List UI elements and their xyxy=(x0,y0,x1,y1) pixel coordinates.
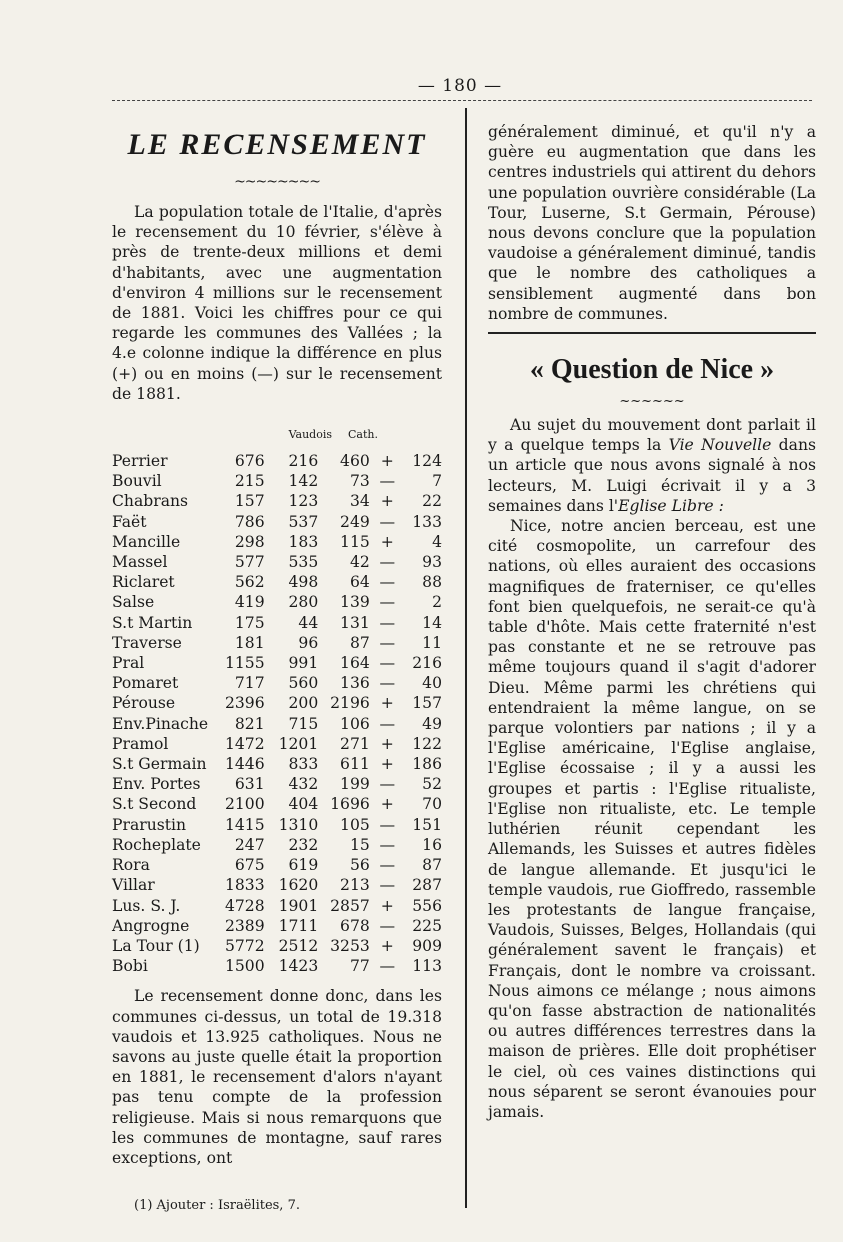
commune-name: Rora xyxy=(112,856,150,875)
difference-cell: 556 xyxy=(412,896,442,915)
cath-cell: 15 xyxy=(349,835,370,854)
difference-cell: 11 xyxy=(422,633,442,652)
commune-name: Traverse xyxy=(112,633,182,652)
section-separator xyxy=(488,332,816,334)
table-row xyxy=(112,572,442,592)
cath-cell: 87 xyxy=(349,633,370,652)
sign-cell: — xyxy=(379,835,396,854)
sign-cell: — xyxy=(379,856,396,875)
total-cell: 1446 xyxy=(224,755,265,774)
commune-name: Bouvil xyxy=(112,472,162,491)
difference-cell: 124 xyxy=(412,452,442,471)
commune-name: Mancille xyxy=(112,532,181,551)
sign-cell: — xyxy=(379,916,396,935)
sign-cell: — xyxy=(379,654,396,673)
difference-cell: 70 xyxy=(422,795,442,814)
difference-cell: 225 xyxy=(412,916,442,935)
table-row xyxy=(112,532,442,552)
sign-cell: + xyxy=(380,734,394,753)
vaudois-cell: 560 xyxy=(288,674,319,693)
table-row xyxy=(112,613,442,633)
section-title: « Question de Nice » xyxy=(529,354,775,386)
footnote: (1) Ajouter : Israëlites, 7. xyxy=(134,1198,300,1214)
table-row xyxy=(112,512,442,532)
difference-cell: 113 xyxy=(412,957,442,976)
commune-name: Angrogne xyxy=(112,916,190,935)
vaudois-cell: 991 xyxy=(288,654,319,673)
sign-cell: — xyxy=(379,957,396,976)
vaudois-cell: 232 xyxy=(288,835,319,854)
conclusion-paragraph: Le recensement donne donc, dans les communes ci-dessus, un total de 19.318 vaudois et 13.925 catholiques. Nous ne savons au juste quelle était la proportion en 1881, le recensement d'alors n'ayant pas tenu compte de la profession religieuse. Mais si nous remarquons que les communes de montagne, sauf rares exceptions, ont xyxy=(112,987,442,1167)
table-row xyxy=(112,592,442,612)
sign-cell: — xyxy=(379,876,396,895)
article-title: LE RECENSEMENT xyxy=(127,128,427,161)
commune-name: Riclaret xyxy=(112,573,175,592)
cath-cell: 139 xyxy=(340,593,370,612)
difference-cell: 16 xyxy=(422,835,442,854)
cath-cell: 213 xyxy=(340,876,370,895)
total-cell: 786 xyxy=(234,512,265,531)
vaudois-cell: 96 xyxy=(298,633,319,652)
commune-name: Env.Pinache xyxy=(112,714,209,733)
commune-name: Massel xyxy=(112,553,168,572)
total-cell: 577 xyxy=(234,553,265,572)
total-cell: 1472 xyxy=(224,734,265,753)
title-ornament: ~~~~~~~~ xyxy=(234,174,320,190)
vaudois-cell: 715 xyxy=(288,714,319,733)
table-row xyxy=(112,875,442,895)
table-row xyxy=(112,855,442,875)
sign-cell: — xyxy=(379,815,396,834)
sign-cell: + xyxy=(380,936,394,955)
vaudois-cell: 535 xyxy=(288,553,319,572)
difference-cell: 157 xyxy=(412,694,442,713)
vaudois-cell: 833 xyxy=(288,755,319,774)
table-row xyxy=(112,451,442,471)
table-row xyxy=(112,633,442,653)
census-table xyxy=(112,451,442,976)
cath-cell: 115 xyxy=(340,532,370,551)
commune-name: La Tour (1) xyxy=(112,936,200,955)
vaudois-cell: 123 xyxy=(288,492,319,511)
commune-name: Bobi xyxy=(112,957,148,976)
total-cell: 1415 xyxy=(224,815,265,834)
table-row xyxy=(112,693,442,713)
commune-name: S.t Germain xyxy=(112,755,207,774)
commune-name: Rocheplate xyxy=(112,835,201,854)
cath-cell: 2857 xyxy=(330,896,370,915)
total-cell: 157 xyxy=(234,492,265,511)
vaudois-cell: 280 xyxy=(288,593,319,612)
commune-name: Lus. S. J. xyxy=(112,896,181,915)
total-cell: 2396 xyxy=(224,694,265,713)
sign-cell: + xyxy=(380,452,394,471)
section-ornament: ~~~~~~ xyxy=(619,394,685,410)
vaudois-cell: 537 xyxy=(288,512,319,531)
difference-cell: 122 xyxy=(412,734,442,753)
total-cell: 675 xyxy=(234,856,265,875)
difference-cell: 93 xyxy=(422,553,442,572)
difference-cell: 7 xyxy=(432,472,442,491)
sign-cell: + xyxy=(380,795,394,814)
sign-cell: + xyxy=(380,492,394,511)
page-number: — 180 — xyxy=(417,76,503,96)
p1-text-b: dans un article que nous avons signalé à nos lecteurs, M. Luigi écrivait il y a 3 semaines dans l' xyxy=(488,436,816,515)
commune-name: Pomaret xyxy=(112,674,179,693)
cath-cell: 34 xyxy=(349,492,370,511)
total-cell: 2389 xyxy=(224,916,265,935)
difference-cell: 14 xyxy=(422,613,442,632)
column-divider xyxy=(465,108,467,1208)
nice-paragraph-2: Nice, notre ancien berceau, est une cité cosmopolite, un carrefour des nations, où elles auraient des occasions magnifiques de fraterniser, ce qu'elles font bien quelquefois, ne serait-ce qu'à table d'hôte. Mais cette fraternité n'est pas constante et ne se retrouve pas même toujours quand il s'agit d'adorer Dieu. Même parmi les chrétiens qui entendraient la même langue, on se parque volontiers par nations ; il y a l'Eglise américaine, l'Eglise anglaise, l'Eglise écossaise ; il y a aussi les groupes et partis : l'Eglise ritualiste, l'Eglise non ritualiste, etc. Le temple luthérien réunit cependant les Allemands, les Suisses et autres fidèles de langue allemande. Et jusqu'ici le temple vaudois, rue Gioffredo, rassemble les protestants de langue française, Vaudois, Suisses, Belges, Hollandais (qui généralement savent le français) et Français, dont le nombre va croissant. Nous aimons ce mélange ; nous aimons qu'on fasse abstraction de nationalités ou autres différences terrestres dans la maison de prières. Elle doit prophétiser le ciel, où ces vaines distinctions qui nous séparent se seront évanouies pour jamais. xyxy=(488,517,816,1121)
vaudois-cell: 498 xyxy=(288,573,319,592)
p1-vie-nouvelle: Vie Nouvelle xyxy=(668,436,772,455)
commune-name: Perrier xyxy=(112,452,168,471)
difference-cell: 40 xyxy=(422,674,442,693)
cath-cell: 64 xyxy=(349,573,370,592)
vaudois-cell: 1711 xyxy=(278,916,319,935)
sign-cell: — xyxy=(379,714,396,733)
cath-cell: 77 xyxy=(349,957,370,976)
vaudois-cell: 200 xyxy=(288,694,319,713)
commune-name: Pramol xyxy=(112,734,169,753)
difference-cell: 186 xyxy=(412,755,442,774)
cath-cell: 106 xyxy=(340,714,370,733)
table-row xyxy=(112,815,442,835)
commune-name: Pral xyxy=(112,654,145,673)
difference-cell: 49 xyxy=(422,714,442,733)
total-cell: 175 xyxy=(234,613,265,632)
total-cell: 1155 xyxy=(224,654,265,673)
difference-cell: 22 xyxy=(422,492,442,511)
total-cell: 5772 xyxy=(224,936,265,955)
difference-cell: 4 xyxy=(432,532,442,551)
sign-cell: + xyxy=(380,896,394,915)
total-cell: 631 xyxy=(234,775,265,794)
p1-eglise-libre: Eglise Libre : xyxy=(618,496,724,515)
cath-cell: 105 xyxy=(340,815,370,834)
vaudois-cell: 619 xyxy=(288,856,319,875)
sign-cell: — xyxy=(379,593,396,612)
total-cell: 2100 xyxy=(224,795,265,814)
vaudois-cell: 404 xyxy=(288,795,319,814)
table-row xyxy=(112,673,442,693)
left-column xyxy=(112,120,442,1213)
table-row xyxy=(112,714,442,734)
nice-paragraph-1 xyxy=(488,415,816,516)
vaudois-cell: 44 xyxy=(298,613,319,632)
total-cell: 419 xyxy=(234,593,265,612)
cath-cell: 199 xyxy=(340,775,370,794)
cath-cell: 1696 xyxy=(330,795,370,814)
difference-cell: 151 xyxy=(412,815,442,834)
header-vaudois: Vaudois xyxy=(288,428,332,442)
total-cell: 562 xyxy=(234,573,265,592)
cath-cell: 164 xyxy=(340,654,370,673)
header-cath: Cath. xyxy=(348,428,378,442)
table-row xyxy=(112,491,442,511)
commune-name: Salse xyxy=(112,593,155,612)
sign-cell: — xyxy=(379,775,396,794)
commune-name: Pérouse xyxy=(112,694,176,713)
commune-name: S.t Martin xyxy=(112,613,193,632)
table-row xyxy=(112,916,442,936)
cath-cell: 678 xyxy=(340,916,370,935)
commune-name: Prarustin xyxy=(112,815,187,834)
vaudois-cell: 1310 xyxy=(278,815,319,834)
vaudois-cell: 1201 xyxy=(278,734,319,753)
table-row xyxy=(112,835,442,855)
table-row xyxy=(112,552,442,572)
table-row xyxy=(112,896,442,916)
top-rule xyxy=(112,100,812,101)
total-cell: 1833 xyxy=(224,876,265,895)
cath-cell: 136 xyxy=(340,674,370,693)
total-cell: 676 xyxy=(234,452,265,471)
commune-name: Faët xyxy=(112,512,147,531)
vaudois-cell: 183 xyxy=(288,532,319,551)
table-row xyxy=(112,734,442,754)
p1-text-a: Au sujet du mouvement dont parlait il y a quelque temps la xyxy=(488,416,816,455)
vaudois-cell: 216 xyxy=(288,452,319,471)
total-cell: 247 xyxy=(234,835,265,854)
intro-paragraph: La population totale de l'Italie, d'après le recensement du 10 février, s'élève à près de trente-deux millions et demi d'habitants, avec une augmentation d'environ 4 millions sur le recensement de 1881. Voici les chiffres pour ce qui regarde les communes des Vallées ; la 4.e colonne indique la différence en plus (+) ou en moins (—) sur le recensement de 1881. xyxy=(112,203,442,403)
sign-cell: + xyxy=(380,755,394,774)
sign-cell: — xyxy=(379,674,396,693)
sign-cell: — xyxy=(379,633,396,652)
vaudois-cell: 1901 xyxy=(278,896,319,915)
vaudois-cell: 2512 xyxy=(278,936,319,955)
total-cell: 821 xyxy=(234,714,265,733)
table-row xyxy=(112,774,442,794)
total-cell: 717 xyxy=(234,674,265,693)
vaudois-cell: 142 xyxy=(288,472,319,491)
table-row xyxy=(112,754,442,774)
difference-cell: 216 xyxy=(412,654,442,673)
sign-cell: — xyxy=(379,553,396,572)
sign-cell: + xyxy=(380,532,394,551)
total-cell: 181 xyxy=(234,633,265,652)
difference-cell: 52 xyxy=(422,775,442,794)
difference-cell: 909 xyxy=(412,936,442,955)
total-cell: 4728 xyxy=(224,896,265,915)
sign-cell: + xyxy=(380,694,394,713)
difference-cell: 2 xyxy=(432,593,442,612)
vaudois-cell: 1620 xyxy=(278,876,319,895)
cath-cell: 42 xyxy=(349,553,370,572)
commune-name: Chabrans xyxy=(112,492,189,511)
commune-name: Env. Portes xyxy=(112,775,201,794)
cath-cell: 271 xyxy=(340,734,370,753)
cath-cell: 249 xyxy=(340,512,370,531)
table-header xyxy=(112,428,442,441)
total-cell: 215 xyxy=(234,472,265,491)
sign-cell: — xyxy=(379,472,396,491)
commune-name: Villar xyxy=(112,876,155,895)
difference-cell: 287 xyxy=(412,876,442,895)
table-row xyxy=(112,956,442,976)
table-row xyxy=(112,471,442,491)
cath-cell: 73 xyxy=(349,472,370,491)
table-row xyxy=(112,653,442,673)
cath-cell: 56 xyxy=(349,856,370,875)
sign-cell: — xyxy=(379,613,396,632)
commune-name: S.t Second xyxy=(112,795,197,814)
difference-cell: 88 xyxy=(422,573,442,592)
cath-cell: 611 xyxy=(340,755,370,774)
vaudois-cell: 1423 xyxy=(278,957,319,976)
cath-cell: 131 xyxy=(340,613,370,632)
table-row xyxy=(112,794,442,814)
table-row xyxy=(112,936,442,956)
cath-cell: 460 xyxy=(340,452,370,471)
cath-cell: 3253 xyxy=(330,936,370,955)
sign-cell: — xyxy=(379,512,396,531)
cath-cell: 2196 xyxy=(330,694,370,713)
total-cell: 1500 xyxy=(224,957,265,976)
vaudois-cell: 432 xyxy=(288,775,319,794)
right-column xyxy=(488,122,816,1122)
difference-cell: 133 xyxy=(412,512,442,531)
total-cell: 298 xyxy=(234,532,265,551)
continuation-paragraph: généralement diminué, et qu'il n'y a guère eu augmentation que dans les centres industriels qui attirent du dehors une population ouvrière considérable (La Tour, Luserne, S.t Germain, Pérouse) nous devons conclure que la population vaudoise a généralement diminué, tandis que le nombre des catholiques a sensiblement augmenté dans bon nombre de communes. xyxy=(488,123,816,323)
sign-cell: — xyxy=(379,573,396,592)
difference-cell: 87 xyxy=(422,856,442,875)
